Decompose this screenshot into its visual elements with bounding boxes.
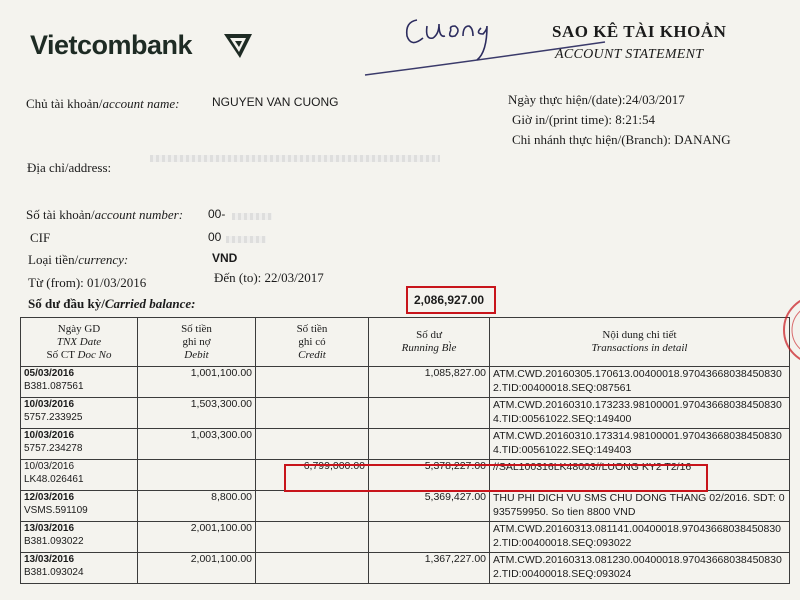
header-balance-vn: Số dư: [416, 329, 442, 341]
row-detail: ATM.CWD.20160313.081141.00400018.970436680384508302.TID:00400018.SEQ:093022: [490, 522, 790, 553]
account-holder-label: [26, 96, 179, 112]
bank-logo: [30, 30, 245, 70]
cif-value: 00: [208, 230, 222, 244]
row-doc: 5757.234278: [24, 443, 83, 454]
row-date-doc: [21, 367, 138, 398]
row-debit: [138, 460, 256, 491]
header-credit-en: Credit: [298, 348, 326, 361]
row-detail: ATM.CWD.20160310.173233.98100001.970436680384508304.TID:00561022.SEQ:149400: [490, 398, 790, 429]
account-number-label: [26, 207, 183, 223]
address-label: Địa chỉ/address:: [27, 160, 112, 175]
holder-label-en: account name:: [102, 96, 180, 111]
row-credit: [256, 522, 369, 553]
row-detail: THU PHI DICH VU SMS CHU DONG THANG 02/2016. SDT: 0935759950. So tien 8800 VND: [490, 491, 790, 522]
statement-title-en: ACCOUNT STATEMENT: [555, 47, 704, 62]
account-number-label-en: account number:: [94, 207, 184, 222]
account-number-redaction: [232, 213, 272, 220]
row-date: 10/03/2016: [24, 399, 75, 410]
carried-balance-value: 2,086,927.00: [414, 293, 485, 307]
row-doc: B381.087561: [24, 381, 84, 392]
row-credit: [256, 491, 369, 522]
row-date-doc: [21, 522, 138, 553]
row-date-doc: [21, 553, 138, 584]
highlight-carried-balance: [406, 286, 496, 314]
row-credit: [256, 429, 369, 460]
currency-label: [28, 252, 128, 268]
currency-value: VND: [212, 251, 238, 265]
period-to-label: Đến (to):: [214, 270, 262, 285]
row-balance: 1,085,827.00: [369, 367, 490, 398]
period-from-label: Từ (from):: [28, 275, 84, 290]
handwritten-signature: [395, 0, 515, 75]
branch-label: Chi nhánh thực hiện/(Branch):: [512, 132, 672, 147]
carried-balance-label: [28, 296, 195, 312]
period-from-value: 01/03/2016: [87, 275, 147, 290]
row-debit: 8,800.00: [138, 491, 256, 522]
row-balance: 5,378,227.00: [369, 460, 490, 491]
table-row: [21, 367, 790, 398]
carried-label-en: Carried balance:: [104, 296, 196, 311]
row-debit: 1,503,300.00: [138, 398, 256, 429]
header-doc-en: Doc No: [77, 348, 112, 361]
row-date: 13/03/2016: [24, 554, 75, 565]
header-date-en: TNX Date: [56, 335, 102, 348]
row-balance: 1,367,227.00: [369, 553, 490, 584]
account-number-value: 00-: [208, 207, 226, 221]
red-stamp-icon: [778, 290, 800, 370]
header-credit-vn2: ghi có: [298, 335, 326, 348]
row-date: 10/03/2016: [24, 430, 75, 441]
table-row: [21, 429, 790, 460]
row-doc: B381.093022: [24, 536, 84, 547]
table-header-row: [21, 318, 790, 367]
row-date-doc: [21, 491, 138, 522]
currency-label-vn: Loại tiền/: [28, 252, 79, 267]
branch-field: [512, 132, 731, 148]
row-date-doc: [21, 460, 138, 491]
row-doc: B381.093024: [24, 567, 84, 578]
row-date: 05/03/2016: [24, 368, 75, 379]
print-date-label: Ngày thực hiện/(date):: [508, 92, 626, 107]
row-date: 12/03/2016: [24, 492, 75, 503]
table-row: [21, 398, 790, 429]
col-header-credit: [256, 318, 369, 367]
col-header-detail: [490, 318, 790, 367]
table-row: [21, 553, 790, 584]
holder-label-vn: Chủ tài khoản/: [26, 96, 103, 111]
highlight-salary-row: [284, 464, 708, 492]
statement-title-vn: SAO KÊ TÀI KHOẢN: [552, 22, 727, 41]
row-doc: LK48.026461: [24, 474, 84, 485]
print-time-field: [512, 112, 655, 128]
table-row: [21, 491, 790, 522]
period-to: [214, 270, 324, 286]
row-balance: [369, 522, 490, 553]
row-detail: ATM.CWD.20160310.173314.98100001.970436680384508304.TID:00561022.SEQ:149403: [490, 429, 790, 460]
header-detail-en: Transactions in detail: [591, 342, 688, 354]
header-debit-en: Debit: [184, 348, 209, 361]
currency-label-en: currency:: [78, 252, 129, 267]
row-date: 13/03/2016: [24, 523, 75, 534]
row-credit: 6,799,000.00: [256, 460, 369, 491]
row-balance: [369, 429, 490, 460]
cif-redaction: [226, 236, 266, 243]
col-header-balance: [369, 318, 490, 367]
print-date-field: [508, 92, 685, 108]
header-debit-vn2: ghi nợ: [182, 335, 211, 348]
period-from: [28, 275, 146, 291]
row-balance: [369, 398, 490, 429]
table-row: [21, 522, 790, 553]
branch-value: DANANG: [674, 132, 731, 147]
header-credit-vn1: Số tiền: [296, 322, 328, 335]
header-date-vn: Ngày GD: [57, 322, 101, 335]
header-debit-vn1: Số tiền: [181, 322, 212, 335]
row-detail: ATM.CWD.20160305.170613.00400018.970436680384508302.TID:00400018.SEQ:087561: [490, 367, 790, 398]
account-holder-name: NGUYEN VAN CUONG: [212, 95, 339, 109]
row-date-doc: [21, 398, 138, 429]
cif-label: CIF: [30, 230, 51, 245]
period-to-value: 22/03/2017: [264, 270, 324, 285]
col-header-debit: [138, 318, 256, 367]
row-date-doc: [21, 429, 138, 460]
print-date-value: 24/03/2017: [625, 92, 685, 107]
vietcombank-logo-mark-icon: [220, 28, 256, 64]
row-balance: 5,369,427.00: [369, 491, 490, 522]
row-doc: 5757.233925: [24, 412, 83, 423]
header-detail-vn: Nội dung chi tiết: [602, 329, 677, 341]
print-time-label: Giờ in/(print time):: [512, 112, 613, 127]
row-doc: VSMS.591109: [24, 505, 88, 516]
address-redaction: [150, 155, 440, 162]
row-detail: ATM.CWD.20160313.081230.00400018.970436680384508302.TID:00400018.SEQ:093024: [490, 553, 790, 584]
col-header-date: [21, 318, 138, 367]
row-credit: [256, 553, 369, 584]
row-credit: [256, 367, 369, 398]
row-date: 10/03/2016: [24, 461, 75, 472]
row-debit: 1,003,300.00: [138, 429, 256, 460]
row-detail: //SAL100316LK48003//LUONG KY2 T2/16: [490, 460, 790, 491]
carried-label-vn: Số dư đầu kỳ/: [28, 296, 105, 311]
row-credit: [256, 398, 369, 429]
row-debit: 1,001,100.00: [138, 367, 256, 398]
print-time-value: 8:21:54: [615, 112, 656, 127]
header-balance-en: Running Bl̀e: [401, 342, 457, 354]
account-number-label-vn: Số tài khoản/: [26, 207, 95, 222]
row-debit: 2,001,100.00: [138, 522, 256, 553]
header-doc-vn: Số CT: [46, 348, 75, 361]
row-debit: 2,001,100.00: [138, 553, 256, 584]
bank-name: Vietcombank: [30, 30, 193, 60]
transactions-table: [20, 317, 790, 584]
